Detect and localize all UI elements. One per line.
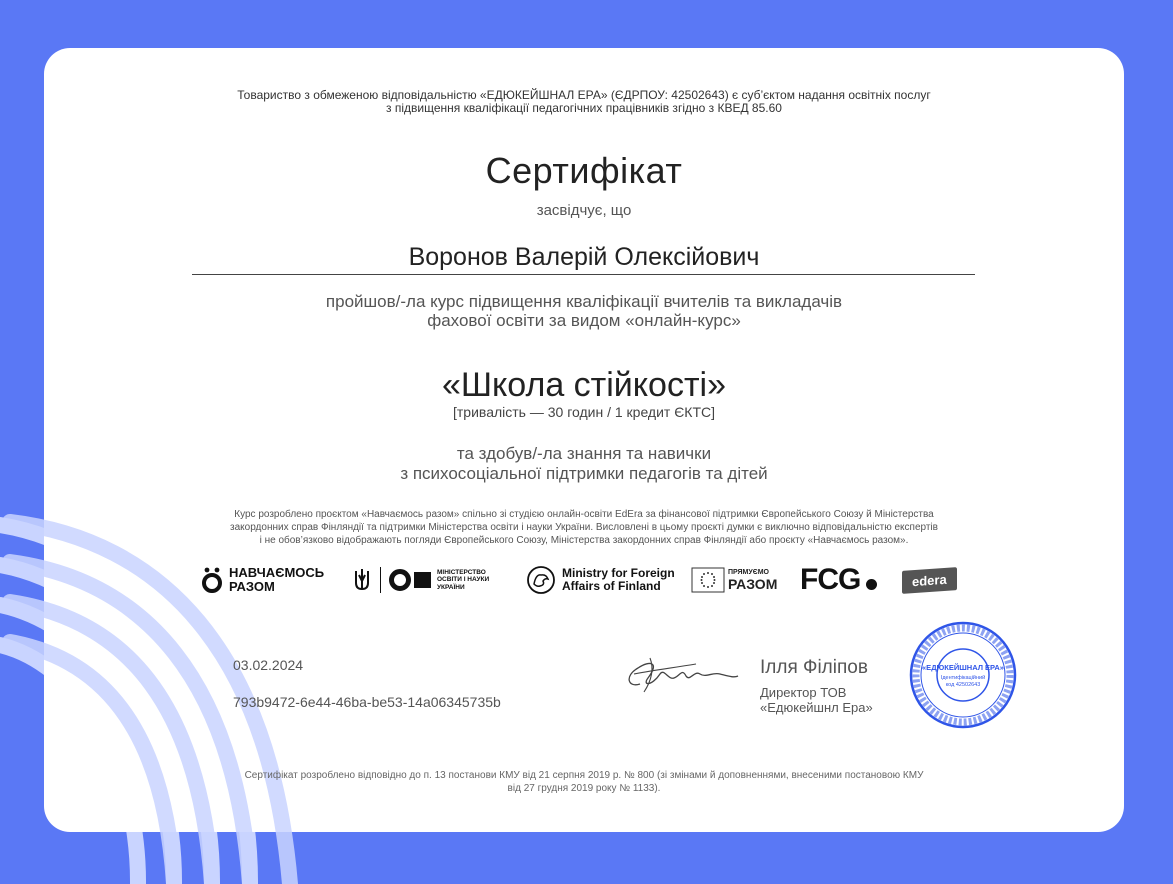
- ministry-line1: МІНІСТЕРСТВО: [437, 568, 486, 576]
- recipient-name: Воронов Валерій Олексійович: [408, 243, 760, 271]
- provider-statement-line1: Товариство з обмеженою відповідальністю «ЕДЮКЕЙШНАЛ ЕРА» (ЄДРПОУ: 42502643) є суб’єктом надання освітніх послуг: [237, 88, 931, 102]
- stamp-center-line2: Ідентифікаційний: [940, 675, 986, 681]
- signatory-role-line1: Директор ТОВ: [760, 685, 847, 700]
- issue-date: 03.02.2024: [233, 657, 304, 673]
- edera-wordmark: edera: [902, 567, 957, 594]
- trident-icon: [352, 567, 372, 593]
- finland-line1: Ministry for Foreign: [562, 566, 675, 580]
- eu-flag-icon: [691, 567, 725, 593]
- finland-ministry-logo: [526, 560, 675, 600]
- name-underline: [192, 274, 975, 275]
- ministry-line3: УКРАЇНИ: [437, 583, 465, 591]
- signatory-name: Ілля Філіпов: [760, 657, 868, 678]
- funding-disclaimer: [44, 508, 1124, 547]
- footnote-line1: Сертифікат розроблено відповідно до п. 13 постанови КМУ від 21 серпня 2019 р. № 800 (зі змінами й доповненнями, внесеними постановою КМУ: [244, 770, 924, 781]
- finland-line2: Affairs of Finland: [562, 579, 661, 593]
- certificate-title: Сертифікат: [485, 150, 683, 191]
- completion-line1: пройшов/-ла курс підвищення кваліфікації вчителів та викладачів: [325, 292, 843, 311]
- mon-icon: [389, 567, 433, 593]
- course-duration: [тривалість — 30 годин / 1 кредит ЄКТС]: [453, 404, 715, 420]
- finland-lion-emblem-icon: [526, 565, 556, 595]
- edera-logo: [902, 560, 957, 600]
- certificate-subtitle: засвідчує, що: [536, 202, 632, 219]
- skills-statement: [44, 444, 1124, 484]
- signatory-role-line2: «Едюкейшнл Ера»: [760, 700, 873, 715]
- navchaemos-razom-logo: [200, 560, 324, 600]
- signatory-role: [760, 685, 873, 715]
- legal-footnote: [44, 769, 1124, 795]
- pryamuemo-line2: РАЗОМ: [728, 576, 778, 592]
- ministry-education-logo: [352, 560, 489, 600]
- skills-line1: та здобув/-ла знання та навички: [456, 444, 712, 463]
- navchaemos-razom-icon: [200, 567, 224, 593]
- disclaimer-line1: Курс розроблено проєктом «Навчаємось разом» спільно зі студією онлайн-освіти EdEra за фінансової підтримки Європейського Союзу й Міністерства: [234, 509, 934, 520]
- disclaimer-line2: закордонних справ Фінляндії та підтримки Міністерства освіти і науки України. Висловлені в цьому проєкті думки є виключно відповідальністю експертів: [230, 522, 938, 533]
- fcg-wordmark: FCG: [800, 563, 861, 596]
- provider-statement-line2: з підвищення кваліфікації педагогічних працівників згідно з КВЕД 85.60: [386, 101, 782, 115]
- completion-line2: фахової освіти за видом «онлайн-курс»: [427, 311, 741, 330]
- provider-statement: [44, 89, 1124, 115]
- certificate-id: 793b9472-6e44-46ba-be53-14a06345735b: [233, 694, 501, 710]
- navchaemos-line2: РАЗОМ: [229, 579, 275, 594]
- stamp-center-line1: «ЕДЮКЕЙШНАЛ ЕРА»: [922, 663, 1004, 672]
- navchaemos-line1: НАВЧАЄМОСЬ: [229, 565, 325, 580]
- fcg-logo: [800, 560, 877, 600]
- ministry-line2: ОСВІТИ І НАУКИ: [437, 576, 490, 584]
- disclaimer-line3: і не обов’язково відображають погляди Європейського Союзу, Міністерства закордонних справ Фінляндії або проєкту «Навчаємось разом».: [259, 535, 909, 546]
- footnote-line2: від 27 грудня 2019 року № 1133).: [507, 783, 661, 794]
- course-name: «Школа стійкості»: [441, 366, 726, 404]
- completion-statement: [44, 292, 1124, 330]
- pryamuemo-line1: ПРЯМУЄМО: [728, 569, 769, 576]
- signature-graphic: [620, 648, 745, 696]
- fcg-dot-icon: [866, 579, 877, 590]
- stamp-center-line3: код 42502643: [945, 682, 981, 688]
- skills-line2: з психосоціальної підтримки педагогів та дітей: [400, 464, 768, 483]
- official-stamp: [908, 620, 1018, 730]
- pryamuemo-razom-logo: [691, 560, 777, 600]
- logo-divider: [380, 567, 381, 593]
- partner-logos: [200, 560, 980, 600]
